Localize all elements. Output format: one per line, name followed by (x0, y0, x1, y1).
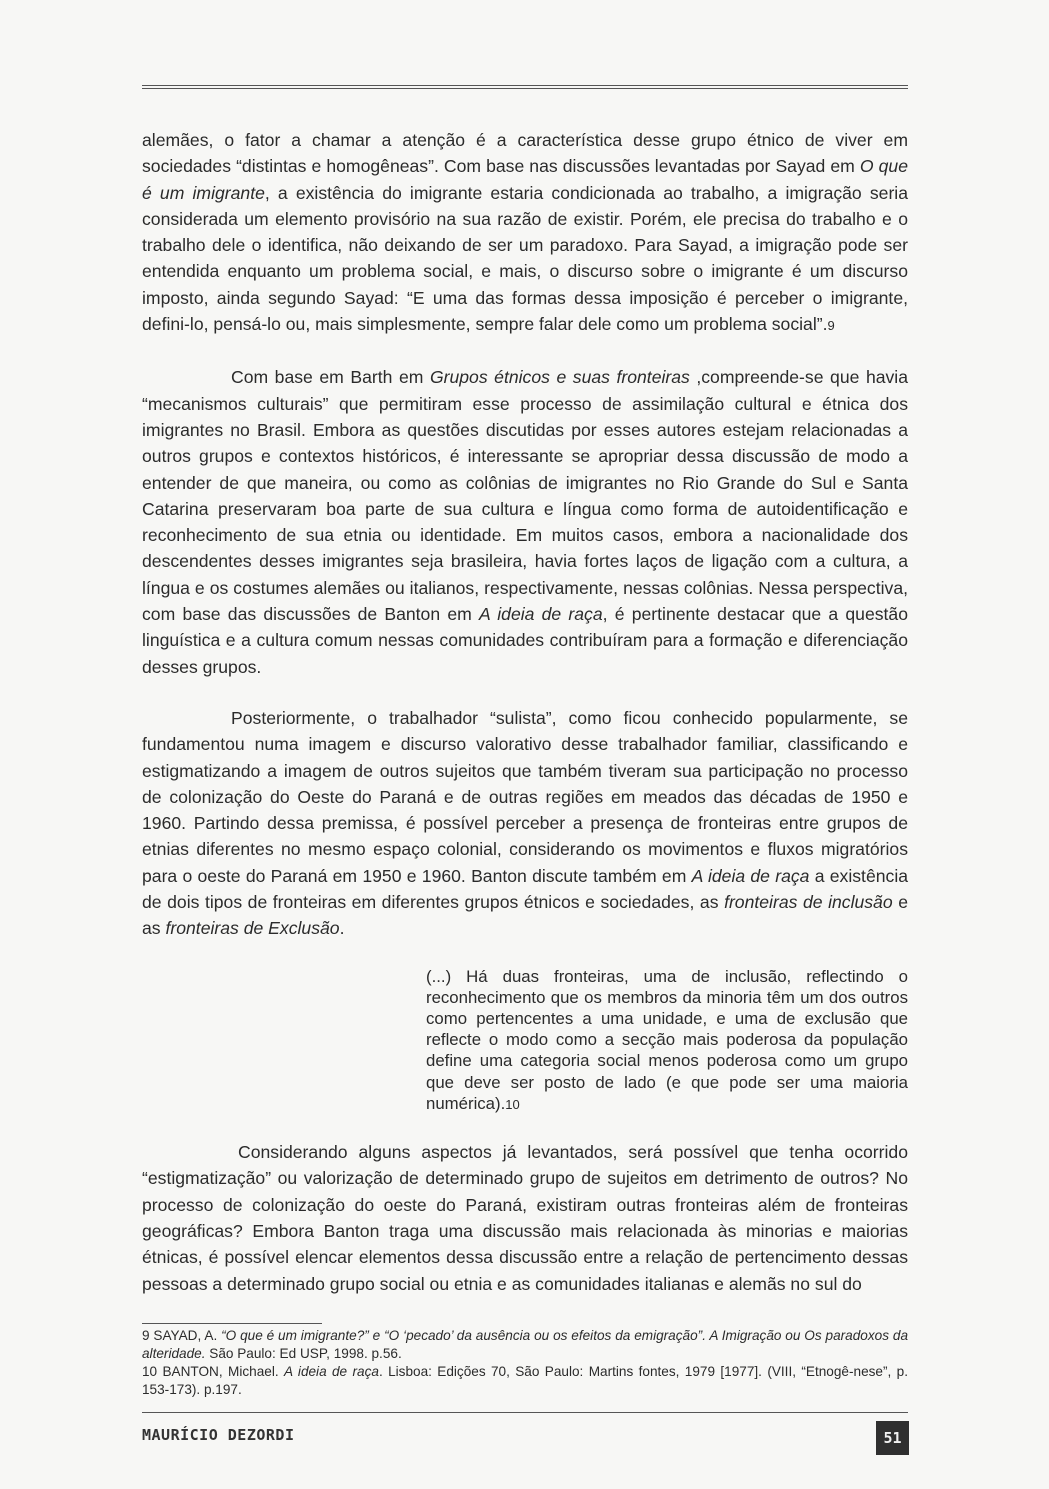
author-name: MAURÍCIO DEZORDI (142, 1426, 295, 1444)
text: Com base em Barth em (231, 367, 430, 388)
footnotes (142, 1327, 908, 1399)
italic-title: A ideia de raça (691, 865, 810, 886)
text: , a existência do imigrante estaria condicionada ao trabalho, a imigração seria considerada um elemento provisório na sua razão de existir. Porém, ele precisa do trabalho e o trabalho dele o identifica, não deixando de ser um paradoxo. Para Sayad, a imigração pode ser entendida enquanto um problema social, e mais, o discurso sobre o imigrante é um discurso imposto, ainda segundo Sayad: “E uma das formas dessa imposição é perceber o imigrante, defini-lo, pensá-lo ou, mais simplesmente, sempre falar dele como um problema social”. (142, 182, 908, 335)
page-number: 51 (876, 1421, 909, 1455)
text: . Lisboa: Edições 70, São Paulo: Martins fontes, 1979 [1977]. (VIII, “Etnogê-nese”, p. 153-173). p.197. (142, 1364, 908, 1397)
footnote-separator (142, 1323, 322, 1324)
header-rule-1 (142, 85, 908, 86)
footer-rule (142, 1412, 908, 1413)
text: a existência de dois tipos de fronteiras em diferentes grupos étnicos e sociedades, as (142, 865, 909, 913)
text: alemães, o fator a chamar a atenção é a característica desse grupo étnico de viver em sociedades “distintas e homogêneas”. Com base nas discussões levantadas por Sayad em (142, 130, 908, 177)
paragraph-3 (142, 705, 908, 942)
footnote-10 (142, 1363, 908, 1399)
footnote-ref-10: 10 (505, 1096, 520, 1112)
italic-title: A ideia de raça (284, 1364, 379, 1379)
text: . (339, 918, 345, 939)
text: Considerando alguns aspectos já levantados, será possível que tenha ocorrido “estigmatização” ou valorização de determinado grupo de sujeitos em detrimento de outros? No processo de colonização do oeste do Paraná, existiram outras fronteiras além de fronteiras geográficas? Embora Banton traga uma discussão mais relacionada às minorias e maiorias étnicas, é possível elencar elementos dessa discussão entre a relação de pertencimento dessas pessoas a determinado grupo social ou etnia e as comunidades italianas e alemãs no sul do (142, 1142, 908, 1294)
italic-term: fronteiras de inclusão (724, 892, 893, 913)
text: e as (142, 892, 908, 939)
paragraph-2 (142, 364, 908, 680)
footnote-9 (142, 1327, 908, 1363)
page-body (142, 127, 908, 1297)
block-quote (426, 966, 908, 1115)
header-rule-2 (142, 88, 908, 89)
text: ,compreende-se que havia “mecanismos culturais” que permitiram esse processo de assimilação cultural e étnica dos imigrantes no Brasil. Embora as questões discutidas por esses autores estejam relacionadas a outros grupos e contextos históricos, é interessante se apropriar dessa discussão de modo a entender de que maneira, ou como as colônias de imigrantes no Rio Grande do Sul e Santa Catarina preservaram boa parte de sua cultura e língua como forma de autoidentificação e reconhecimento de sua etnia ou identidade. Em muitos casos, embora a nacionalidade dos descendentes desses imigrantes seja brasileira, havia fortes laços de ligação com a cultura, a língua e os costumes alemães ou italianos, respectivamente, nessas colônias. Nessa perspectiva, com base das discussões de Banton em (142, 367, 908, 625)
footnote-ref-9: 9 (827, 318, 835, 334)
text: 9 SAYAD, A. (142, 1328, 222, 1343)
paragraph-1 (142, 127, 908, 339)
text: , é pertinente destacar que a questão linguística e a cultura comum nessas comunidades contribuíram para a formação e diferenciação desses grupos. (142, 604, 909, 677)
italic-title: O que é um imigrante (142, 156, 908, 203)
quote-text: (...) Há duas fronteiras, uma de inclusão, reflectindo o reconhecimento que os membros da minoria têm um dos outros como pertencentes a uma unidade, e uma de exclusão que reflecte o modo como a secção mais poderosa da população define uma categoria social menos poderosa como um grupo que deve ser posto de lado (e que pode ser uma maioria numérica). (426, 966, 908, 1113)
text: São Paulo: Ed USP, 1998. p.56. (205, 1346, 402, 1361)
italic-term: fronteiras de Exclusão (165, 918, 340, 939)
text: 10 BANTON, Michael. (142, 1364, 284, 1379)
paragraph-4 (142, 1139, 908, 1297)
italic-title: “O que é um imigrante?” e “O ‘pecado’ da ausência ou os efeitos da emigração”. A Imigração ou Os paradoxos da alteridade. (142, 1328, 908, 1361)
italic-title: Grupos étnicos e suas fronteiras (429, 367, 690, 388)
text: Posteriormente, o trabalhador “sulista”, como ficou conhecido popularmente, se fundamentou numa imagem e discurso valorativo desse trabalhador familiar, classificando e estigmatizando a imagem de outros sujeitos que também tiveram sua participação no processo de colonização do Oeste do Paraná e de outras regiões em meados das décadas de 1950 e 1960. Partindo dessa premissa, é possível perceber a presença de fronteiras entre grupos de etnias diferentes no mesmo espaço colonial, considerando os movimentos e fluxos migratórios para o oeste do Paraná em 1950 e 1960. Banton discute também em (142, 707, 908, 886)
italic-title: A ideia de raça (478, 604, 603, 625)
